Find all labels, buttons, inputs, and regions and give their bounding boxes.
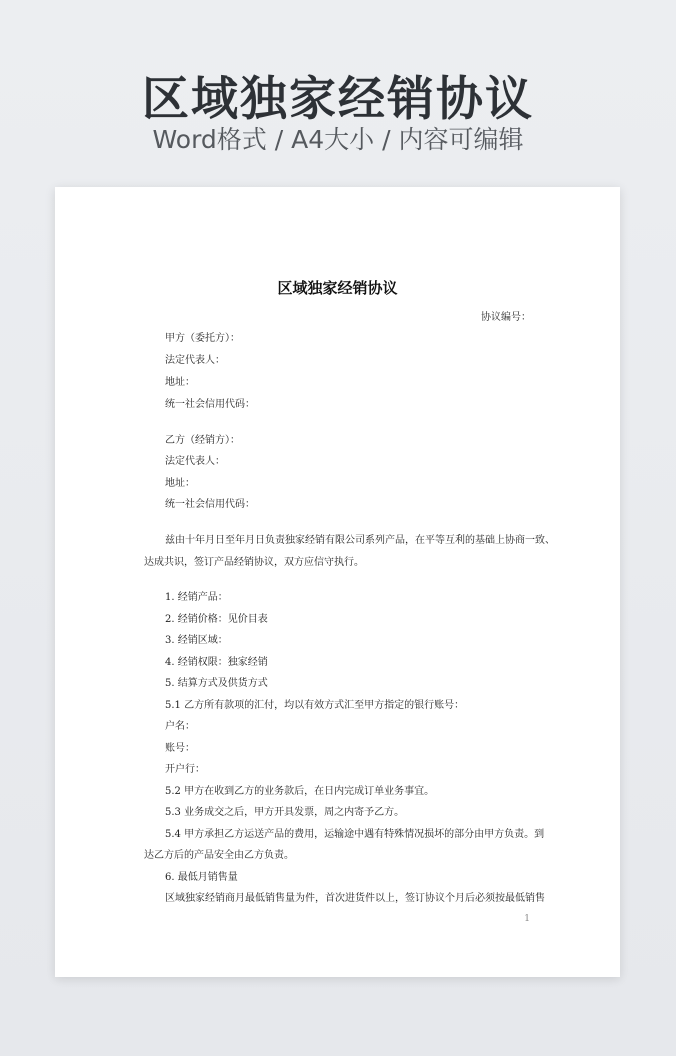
party-a-name: 甲方（委托方）： <box>165 333 240 344</box>
party-b-representative: 法定代表人： <box>165 456 225 467</box>
intro-line-1: 兹由十年月日至年月日负责独家经销有限公司系列产品，在平等互利的基础上协商一致、 <box>165 535 555 546</box>
account-number: 账号： <box>165 743 195 754</box>
account-bank: 开户行： <box>165 764 205 775</box>
clause-6: 6. 最低月销售量 <box>165 872 238 883</box>
clause-5-1: 5.1 乙方所有款项的汇付，均以有效方式汇至甲方指定的银行账号： <box>165 700 465 711</box>
banner-subtitle: Word格式 / A4大小 / 内容可编辑 <box>152 125 524 154</box>
clause-3: 3. 经销区域： <box>165 635 228 646</box>
clause-5-2: 5.2 甲方在收到乙方的业务款后，在日内完成订单业务事宜。 <box>165 786 435 797</box>
party-a-credit-code: 统一社会信用代码： <box>165 399 255 410</box>
document-page <box>55 187 620 977</box>
document-title: 区域独家经销协议 <box>277 279 398 297</box>
intro-line-2: 达成共识，签订产品经销协议，双方应信守执行。 <box>144 557 364 568</box>
party-b-credit-code: 统一社会信用代码： <box>165 499 255 510</box>
party-a-representative: 法定代表人： <box>165 355 225 366</box>
page-number: 1 <box>524 914 530 924</box>
agreement-number: 协议编号： <box>481 312 531 323</box>
clause-2: 2. 经销价格：见价目表 <box>165 614 268 625</box>
account-name: 户名： <box>165 721 195 732</box>
clause-4: 4. 经销权限：独家经销 <box>165 657 268 668</box>
banner-title: 区域独家经销协议 <box>142 72 534 127</box>
clause-5-4-continued: 达乙方后的产品安全由乙方负责。 <box>144 850 294 861</box>
party-a-address: 地址： <box>165 377 195 388</box>
clause-5: 5. 结算方式及供货方式 <box>165 678 268 689</box>
party-b-name: 乙方（经销方）： <box>165 435 240 446</box>
clause-5-3: 5.3 业务成交之后，甲方开具发票，周之内寄予乙方。 <box>165 807 405 818</box>
clause-6-text: 区域独家经销商月最低销售量为件，首次进货件以上，签订协议个月后必须按最低销售 <box>165 893 545 904</box>
clause-1: 1. 经销产品： <box>165 592 228 603</box>
party-b-address: 地址： <box>165 478 195 489</box>
clause-5-4: 5.4 甲方承担乙方运送产品的费用，运输途中遇有特殊情况损坏的部分由甲方负责。到 <box>165 829 545 840</box>
